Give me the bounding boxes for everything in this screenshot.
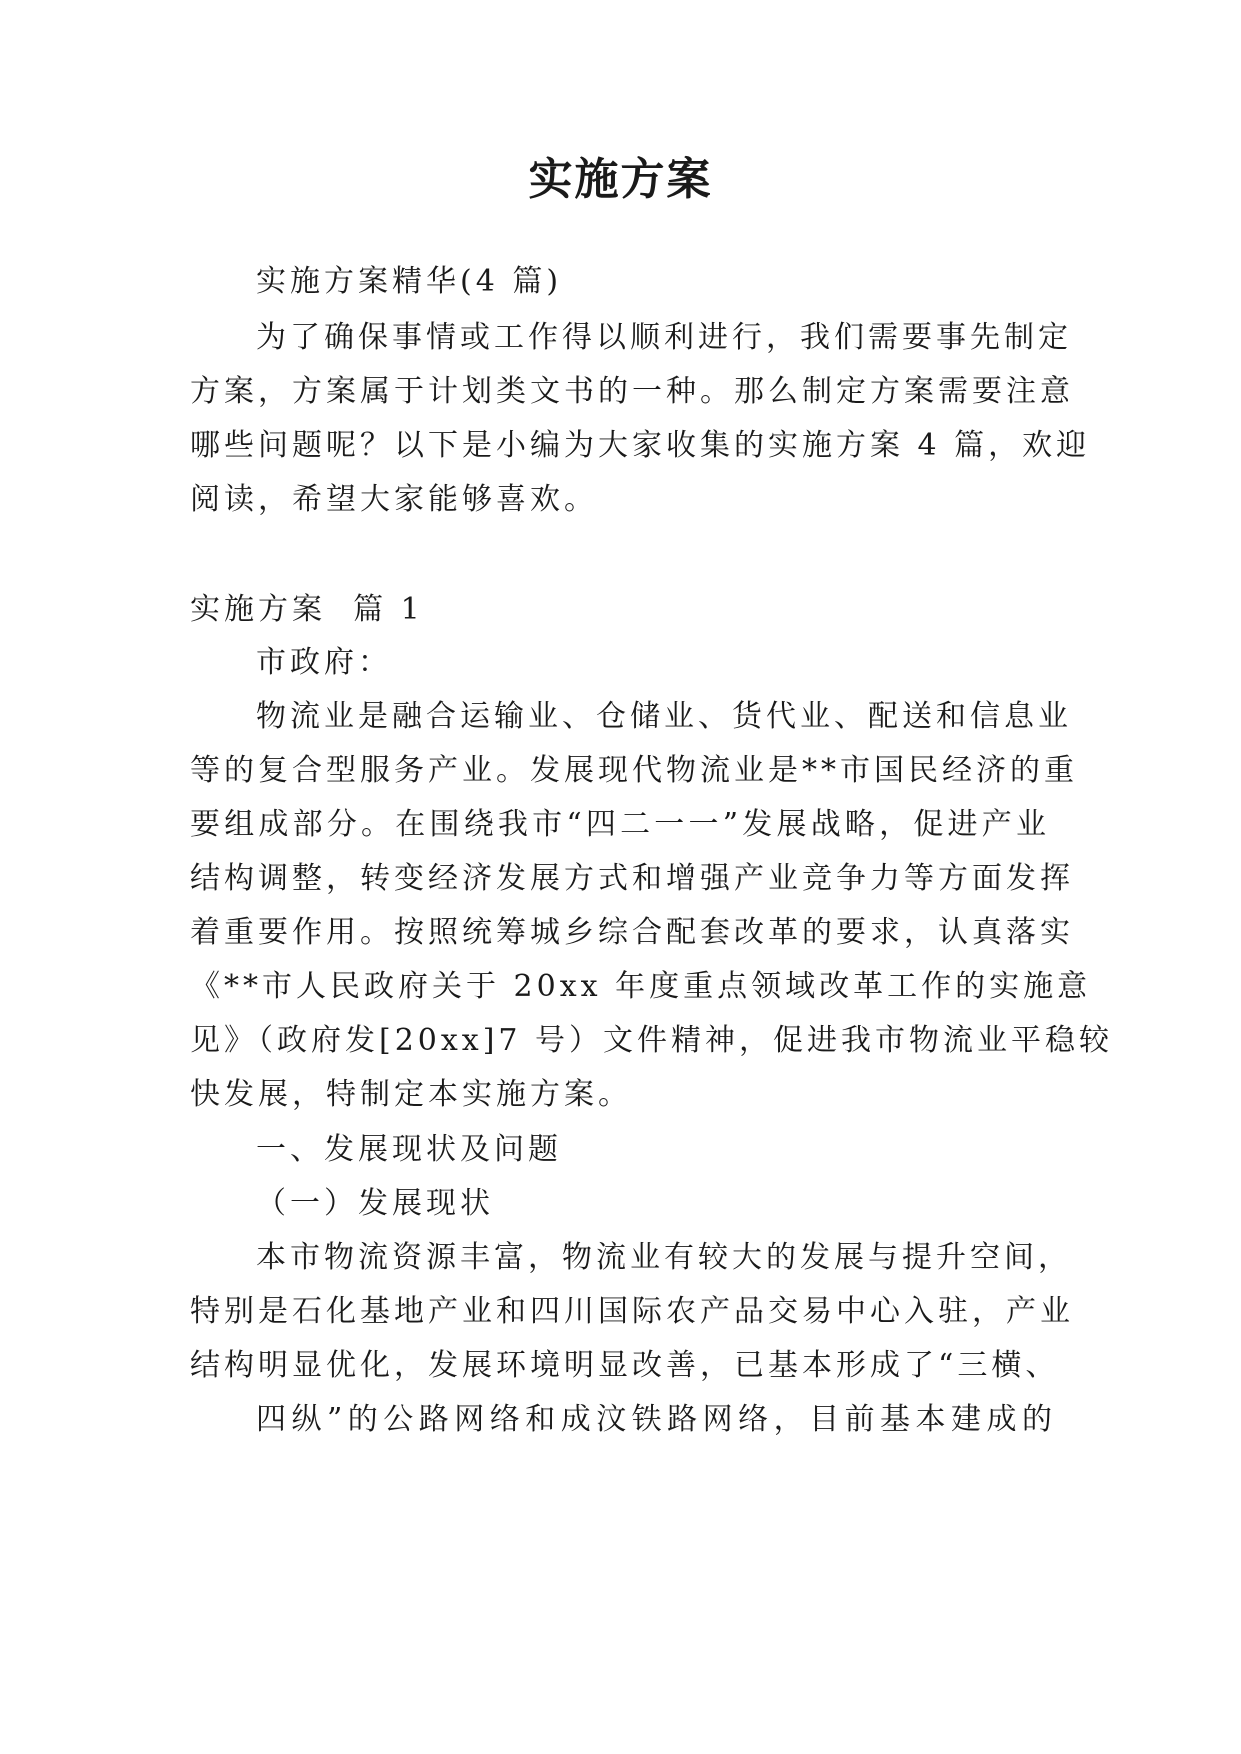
intro-line-2: 方案，方案属于计划类文书的一种。那么制定方案需要注意 <box>190 374 1074 409</box>
para2-line-2: 特别是石化基地产业和四川国际农产品交易中心入驻，产业 <box>190 1294 1074 1329</box>
intro-line-3: 哪些问题呢？以下是小编为大家收集的实施方案 4 篇，欢迎 <box>190 428 1091 463</box>
para1-line-8: 快发展，特制定本实施方案。 <box>190 1077 632 1112</box>
para1-line-5: 着重要作用。按照统筹城乡综合配套改革的要求，认真落实 <box>190 915 1074 950</box>
subtitle: 实施方案精华(4 篇) <box>256 264 563 299</box>
intro-line-1: 为了确保事情或工作得以顺利进行，我们需要事先制定 <box>256 320 1072 355</box>
para2-line-4: 四纵”的公路网络和成汶铁路网络，目前基本建成的 <box>256 1402 1056 1437</box>
para1-line-7: 见》（政府发[20xx]7 号）文件精神，促进我市物流业平稳较 <box>190 1023 1114 1058</box>
salutation: 市政府： <box>256 645 392 680</box>
para2-line-1: 本市物流资源丰富，物流业有较大的发展与提升空间， <box>256 1240 1072 1275</box>
intro-line-4: 阅读，希望大家能够喜欢。 <box>190 482 598 517</box>
para1-line-2: 等的复合型服务产业。发展现代物流业是**市国民经济的重 <box>190 753 1078 788</box>
page-title: 实施方案 <box>528 154 713 205</box>
section-heading: 实施方案 篇 1 <box>190 592 424 627</box>
para1-line-4: 结构调整，转变经济发展方式和增强产业竞争力等方面发挥 <box>190 861 1074 896</box>
para2-line-3: 结构明显优化，发展环境明显改善，已基本形成了“三横、 <box>190 1348 1060 1383</box>
para1-line-3: 要组成部分。在围绕我市“四二一一”发展战略，促进产业 <box>190 807 1050 842</box>
para1-line-1: 物流业是融合运输业、仓储业、货代业、配送和信息业 <box>256 699 1072 734</box>
heading-2: （一）发展现状 <box>256 1186 494 1221</box>
heading-1: 一、发展现状及问题 <box>256 1132 562 1167</box>
para1-line-6: 《**市人民政府关于 20xx 年度重点领域改革工作的实施意 <box>190 969 1092 1004</box>
